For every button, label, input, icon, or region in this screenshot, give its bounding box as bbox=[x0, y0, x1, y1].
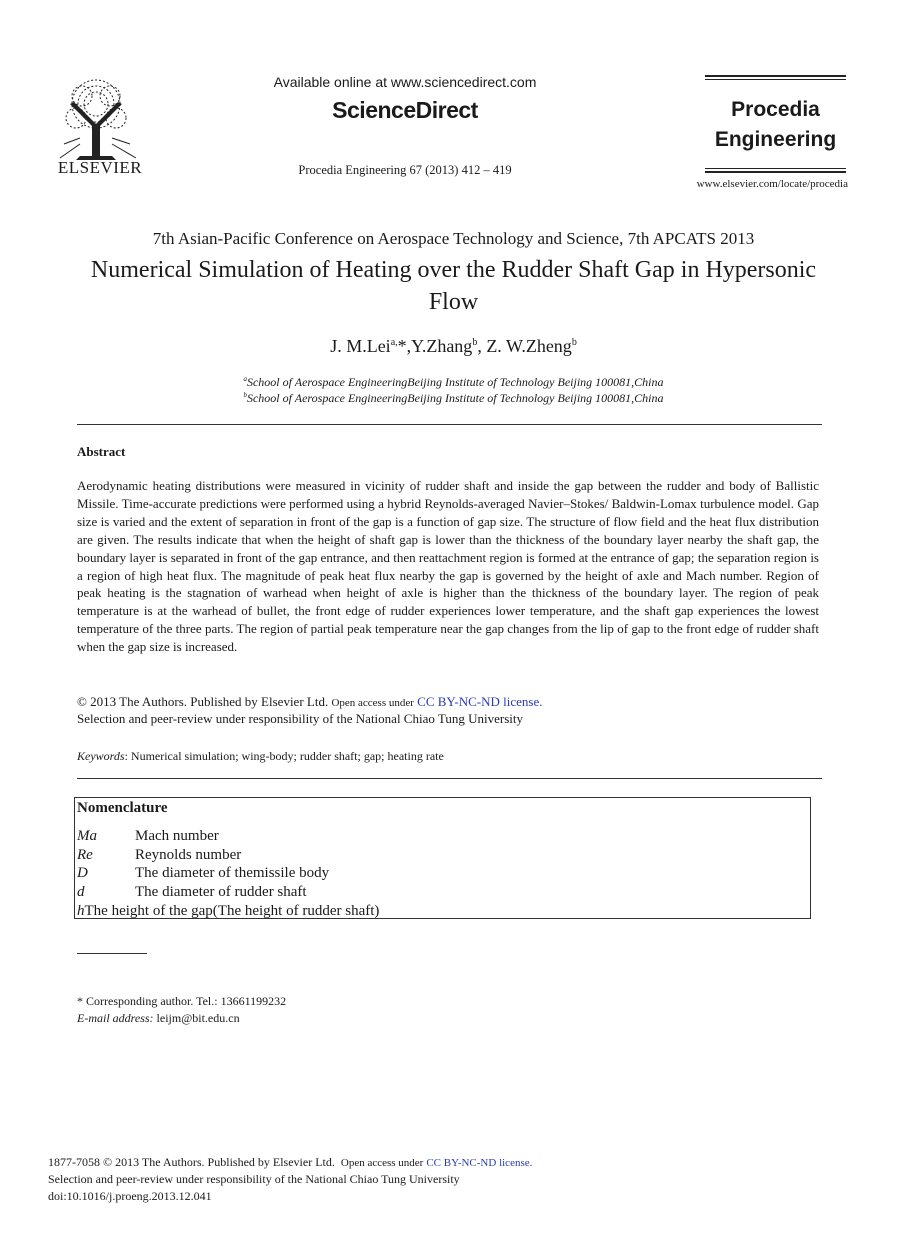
license-link[interactable]: CC BY-NC-ND license. bbox=[417, 694, 543, 709]
affiliation-text: School of Aerospace EngineeringBeijing Institute of Technology Beijing 100081,China bbox=[246, 375, 664, 389]
copyright-text: © 2013 The Authors. Published by Elsevier Ltd. bbox=[77, 694, 329, 709]
nomenclature-row bbox=[77, 902, 379, 921]
elsevier-wordmark: ELSEVIER bbox=[57, 158, 143, 177]
keywords-line bbox=[77, 749, 819, 764]
nomenclature-desc: Reynolds number bbox=[135, 847, 242, 863]
abstract-body: Aerodynamic heating distributions were measured in vicinity of rudder shaft and inside the gap between the rudder and body of Ballistic Missile. Time-accurate predictions were performed using a hybrid Reynolds-averaged Navier–Stokes/ Baldwin-Lomax turbulence model. Gap size is varied and the extent of separation in front of the gap is a function of gap size. The structure of flow field and the heat flux distribution are given. The results indicate that when the height of shaft gap is lower than the thickness of the boundary layer nearby the shaft gap, the boundary layer is separated in front of the gap entrance, and then reattachment region is formed at the entrance of gap; the separation region is a region of high heat flux. The magnitude of peak heat flux nearby the gap is governed by the height of axle and Mach number. Region of peak heating is the stagnation of warhead when height of axle is higher than the thickness of the boundary layer. The region of peak temperature is at the warhead of bullet, the front edge of rudder experiences lower temperature, and the shaft gap experiences the lowest temperature of the three parts. The region of partial peak temperature near the gap changes from the lip of gap to the front edge of rudder shaft when the gap size is increased. bbox=[77, 478, 819, 655]
footer-issn-copyright: 1877-7058 © 2013 The Authors. Published by Elsevier Ltd. bbox=[48, 1155, 335, 1169]
journal-name-line: Engineering bbox=[714, 128, 837, 151]
nomenclature-desc: The diameter of rudder shaft bbox=[135, 884, 307, 900]
section-divider bbox=[77, 778, 822, 779]
nomenclature-symbol: Ma bbox=[77, 828, 97, 844]
nomenclature-row bbox=[77, 827, 219, 846]
email-address[interactable]: leijm@bit.edu.cn bbox=[153, 1011, 240, 1025]
nomenclature-row bbox=[77, 846, 241, 865]
copyright-block bbox=[77, 694, 819, 727]
abstract-heading: Abstract bbox=[77, 444, 126, 459]
footer-doi[interactable]: doi:10.1016/j.proeng.2013.12.041 bbox=[48, 1189, 212, 1203]
nomenclature-desc: Mach number bbox=[135, 828, 219, 844]
nomenclature-symbol: D bbox=[77, 865, 88, 881]
nomenclature-desc: The diameter of themissile body bbox=[135, 865, 330, 881]
email-label: E-mail address: bbox=[77, 1011, 154, 1025]
footer-open-access: Open access under bbox=[340, 1157, 424, 1169]
nomenclature-title: Nomenclature bbox=[77, 800, 168, 816]
nomenclature-symbol: h bbox=[77, 903, 85, 919]
nomenclature-row bbox=[77, 864, 329, 883]
footer-copyright bbox=[48, 1155, 532, 1170]
peer-review-text: Selection and peer-review under responsibility of the National Chiao Tung University bbox=[77, 711, 523, 726]
author-name: J. M.Lei bbox=[330, 336, 391, 356]
open-access-text: Open access under bbox=[331, 697, 414, 709]
corresponding-author-note: * Corresponding author. Tel.: 13661199232 bbox=[77, 994, 287, 1008]
paper-title: Numerical Simulation of Heating over the Rudder Shaft Gap in Hypersonic Flow bbox=[90, 257, 817, 315]
author-separator: , bbox=[477, 336, 487, 356]
keywords-label: Keywords bbox=[77, 749, 125, 763]
nomenclature-symbol: d bbox=[77, 884, 85, 900]
affiliation-mark: a bbox=[243, 375, 247, 383]
author-name: Y.Zhang bbox=[411, 336, 473, 356]
journal-name-line: Procedia bbox=[731, 98, 820, 121]
email-note bbox=[77, 1011, 240, 1026]
affiliation bbox=[0, 375, 907, 390]
affiliation bbox=[0, 391, 907, 406]
journal-box-rule bbox=[705, 79, 846, 80]
nomenclature-desc: The height of the gap(The height of rudder shaft) bbox=[84, 903, 380, 919]
section-divider bbox=[77, 424, 822, 425]
nomenclature-symbol: Re bbox=[77, 847, 93, 863]
affiliation-text: School of Aerospace EngineeringBeijing Institute of Technology Beijing 100081,China bbox=[246, 391, 664, 405]
author-affil-mark: b bbox=[571, 337, 577, 348]
nomenclature-row bbox=[77, 883, 307, 902]
journal-box-rule bbox=[705, 75, 846, 77]
conference-name: 7th Asian-Pacific Conference on Aerospace Technology and Science, 7th APCATS 2013 bbox=[152, 229, 755, 248]
author-affil-mark: a, bbox=[390, 337, 398, 348]
footnote-rule bbox=[77, 953, 147, 954]
journal-box-rule bbox=[705, 171, 846, 173]
available-online-text: Available online at www.sciencedirect.com bbox=[273, 74, 537, 90]
journal-box-rule bbox=[705, 168, 846, 169]
author-list bbox=[0, 336, 907, 357]
journal-url[interactable]: www.elsevier.com/locate/procedia bbox=[696, 178, 848, 190]
journal-name bbox=[705, 95, 846, 155]
footer-peer-review: Selection and peer-review under responsibility of the National Chiao Tung University bbox=[48, 1172, 460, 1186]
keywords-text: : Numerical simulation; wing-body; rudder shaft; gap; heating rate bbox=[124, 749, 444, 763]
journal-reference: Procedia Engineering 67 (2013) 412 – 419 bbox=[298, 163, 512, 177]
sciencedirect-brand: ScienceDirect bbox=[332, 97, 478, 123]
author-name: Z. W.Zheng bbox=[486, 336, 572, 356]
affiliation-mark: b bbox=[243, 391, 247, 399]
author-affil-mark: b bbox=[472, 337, 478, 348]
author-separator: *, bbox=[397, 336, 412, 356]
footer-license-link[interactable]: CC BY-NC-ND license. bbox=[426, 1157, 533, 1169]
